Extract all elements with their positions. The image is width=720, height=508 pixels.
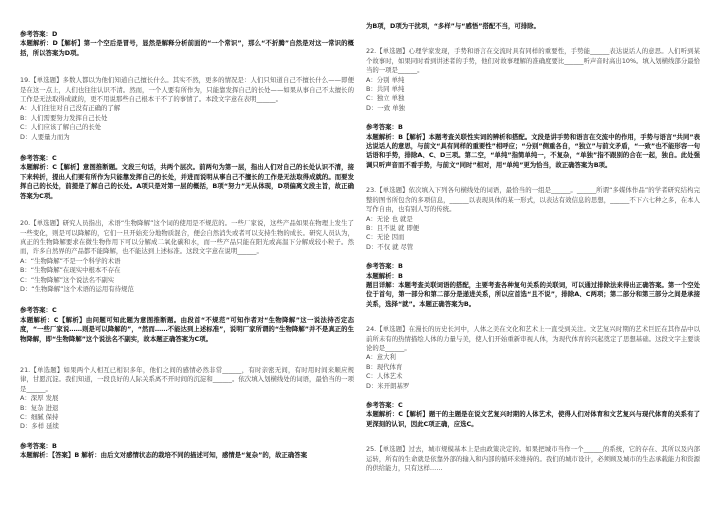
question-21-stem: 21.【单选题】如果两个人相互已相识多年，他们之间的感情必然非常______，有时亲密无间，有时用时间来顺应规律，甘愿沉淀。我们知道，一段良好的人际关系离不开时间的沉淀和______。依次填入划横线处的词语，最恰当的一项是______。	[20, 365, 354, 393]
question-20-option-c: C：“生物降解”这个说法名不副实	[20, 275, 115, 284]
explanation-q19: 本题解析：C【解析】意图推断题。文段三句话，共两个层次。前两句为第一层，指出人们对自己的长处认识不清，接下来转折，提出人们要有所作为只能靠发挥自己的长处，并进而说明从事自己不擅长的工作是无法取得成就的。而要发挥自己的长处，前提是了解自己的长处。A项只是对第一层的概括，B项“努力”无从体现，D项偏离文段主旨，故正确答案为C项。	[20, 163, 354, 200]
right-column	[366, 22, 700, 473]
question-21-option-a: A：深厚 发展	[20, 394, 59, 403]
left-column	[20, 30, 354, 461]
question-22-option-a: A：分别 单纯	[366, 75, 405, 84]
explanation-q24: 本题解析：C【解析】题干的主题是在说文艺复兴时期的人体艺术，使得人们对体育和文艺复兴与现代体育的关系有了更深刻的认识，因此C项正确，应选C。	[366, 410, 700, 428]
answer-q19: 参考答案：C	[20, 154, 57, 163]
question-19-option-a: A：人们往往对自己没有正确的了解	[20, 104, 121, 113]
question-19-option-d: D：人要量力而为	[20, 132, 70, 141]
question-24-option-d: D：米开朗基罗	[366, 381, 410, 390]
explanation-label-q23: 本题解析：B	[366, 271, 403, 280]
explanation-q18: 本题解析：D【解析】第一个空后是冒号，显然是解释分析前面的“一个常识”，那么“不折腾”自然是对这一常识的概括，所以答案为D项。	[20, 39, 354, 57]
question-20-option-d: D：“生物降解”这个术语的运用有待规范	[20, 284, 134, 293]
question-24-option-c: C：人体艺术	[366, 372, 403, 381]
question-25-stem: 25.【单选题】过去，城市规模基本上是由政策决定的。如果把城市当作一个______的系统，它的存在、其所以及内部运转，所有的生命就是依靠外部的输入和内部的循环来维持的。我们的城市设计，必须顾及城市的生态承载能力和资源的供给能力，只有这样……	[366, 445, 700, 473]
question-23-option-d: D：不仅 就 尽管	[366, 242, 414, 251]
answer-q23: 参考答案：B	[366, 262, 403, 271]
question-23-option-c: C：无论 因而	[366, 233, 405, 242]
answer-q22: 参考答案：B	[366, 123, 403, 132]
question-21-option-d: D：多样 延续	[20, 422, 59, 431]
question-24-option-b: B：现代体育	[366, 362, 403, 371]
question-23-option-b: B：且不说 就 即便	[366, 223, 420, 232]
question-23-stem: 23.【单选题】依次填入下列各句横线处的词语，最恰当的一组是______。______所谓“多媒体作品”的学者研究结构完整的图书所包含的多项信息，______以表现具体的某一形式，以表达有效信息的思想，______不下六七种之多，在本人写作自由，也有别人写的传统。	[366, 186, 700, 214]
answer-q21: 参考答案：B	[20, 441, 57, 450]
question-21-option-c: C：细腻 保持	[20, 413, 59, 421]
question-20-option-b: B：“生物降解”在现实中根本不存在	[20, 266, 121, 275]
question-22-stem: 22.【单选题】心理学家发现，手势和语言在交流时具有同样的重要性，手势能______表达说话人的意思。人们听到某个故事时，如果同时看到讲述者的手势，他们对故事理解的准确度要比______听声音时高出10%。填入划横线部分最恰当的一项是______。	[366, 47, 700, 75]
question-24-option-a: A：意大利	[366, 353, 396, 362]
explanation-q21-continued: 为B项，D项为干扰项，“多样”与“感悟”搭配不当，可排除。	[366, 22, 540, 30]
question-22-option-c: C：独立 单独	[366, 94, 405, 103]
explanation-q22: 本题解析：B【解析】本题考查关联性实词的辨析和搭配。文段是讲手势和语言在交流中的作用，手势与语言“共同”表达说话人的意思，与前文“具有同样的重要性”相呼应；“分别”侧重各自，“独立”与前文矛盾，“一致”也不能形容一句话语和手势，排除A、C、D三项。第二空，“单纯”指简单纯一，不复杂，“单独”指不跟别的合在一起，独自。此处强调只听声音而不看手势，与前文“同时”相对，用“单纯”更为恰当，故正确答案为B项。	[366, 132, 700, 169]
answer-q20: 参考答案：C	[20, 306, 57, 315]
question-19-option-c: C：人们应该了解自己的长处	[20, 123, 102, 132]
explanation-q23: 题目详解：本题考查关联词语的搭配，主要考查各种复句关系的关联词，可以通过排除法来得出正确答案。第一个空处位于首句，第一部分和第二部分是递进关系，所以应首选“且不说”，排除A、C两项；第二部分和第三部分之间是承接关系，选择“就”。本题正确答案为B。	[366, 280, 700, 308]
question-22-option-b: B：共同 单纯	[366, 85, 405, 94]
question-23-option-a: A：无论 也 就是	[366, 214, 413, 223]
question-19-option-b: B：人们需要努力发挥自己长处	[20, 113, 108, 122]
explanation-q20: 本题解析：C【解析】由问题可知此题为意图推断题。由段首“不规范”可知作者对“生物降解”这一说法持否定态度，“一些厂家说……则是可以降解的”，“然而……不能达到上述标准”，说明厂家所谓的“生物降解”并不是真正的生物降解，即“生物降解”这个说法名不副实，故本题正确答案为C项。	[20, 315, 354, 343]
question-22-option-d: D：一致 单独	[366, 103, 405, 112]
question-19-stem: 19.【单选题】多数人都以为他们知道自己擅长什么。其实不然，更多的情况是：人们只知道自己不擅长什么——即便是在这一点上，人们也往往认识不清。然而，一个人要有所作为，只能靠发挥自己的长处——如果从事自己不太擅长的工作是无法取得成就的，更不用说那些自己根本干不了的事情了。本段文字意在表明______。	[20, 76, 354, 104]
question-20-option-a: A：“生物降解”不是一个科学的术语	[20, 256, 121, 265]
question-20-stem: 20.【单选题】研究人员指出，术语“生物降解”这个词的使用是不规范的。一些厂家说，这些产品如果在物理上发生了一些变化，则是可以降解的，它们一旦开始充分地物质混合，便会自然消失或者可以支持生物的成长。研究人员认为，真正的生物降解要求在微生物作用下可以分解成二氧化碳和水，而一些产品只能在阳光或高温下分解成较小粒子。然而，许多自然界的产品都不能降解，也不能达到上述标准。这段文字意在说明______。	[20, 219, 354, 256]
question-21-option-b: B：复杂 进退	[20, 403, 59, 412]
explanation-q21: 本题解析：【答案】B 解析：由后文对感情状态的栽培不同的描述可知，感情是“复杂”的，故正确答案	[20, 451, 308, 460]
answer-q24: 参考答案：C	[366, 401, 403, 409]
answer-q18: 参考答案：D	[20, 30, 58, 38]
question-24-stem: 24.【单选题】在漫长的历史长河中，人体之美在文化和艺术上一直受到关注。文艺复兴时期的艺术巨匠在其作品中以前所未有的热情描绘人体的力量与美，使人们开始重新审视人体，为现代体育的兴起奠定了思想基础。这段文字主要谈论的是______。	[366, 325, 700, 352]
